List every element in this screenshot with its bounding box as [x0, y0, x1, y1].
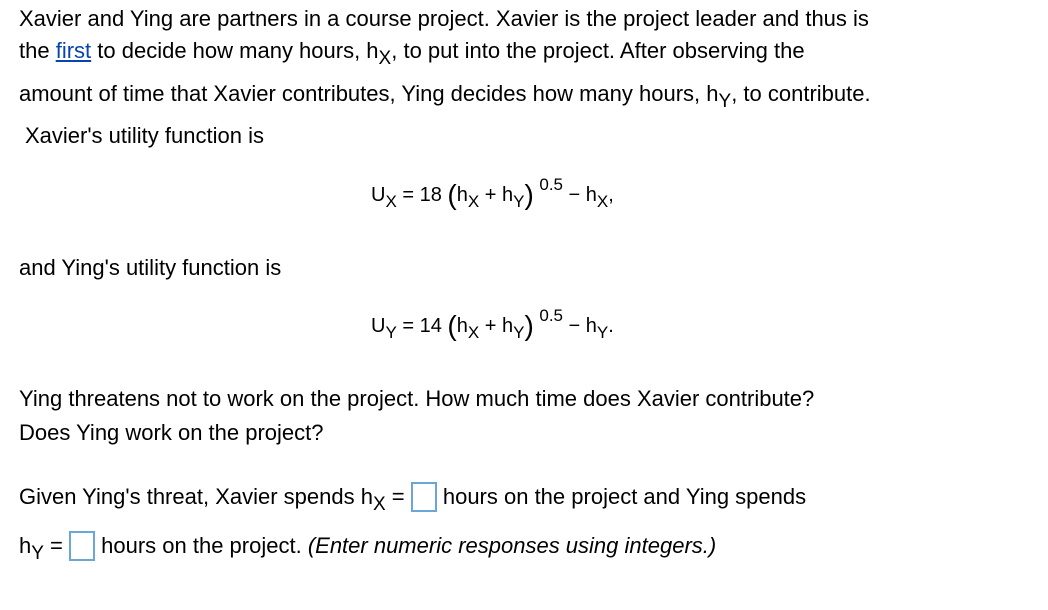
intro-line-3 — [19, 80, 871, 112]
answer-text-1a: Given Ying's threat, Xavier spends h — [19, 484, 373, 509]
eq-y-minus: − h — [563, 315, 597, 337]
eq-y-h1-sub: X — [467, 323, 480, 342]
intro-text-2c: , to put into the project. After observing the — [391, 38, 805, 63]
eq-x-lhs-sub: X — [385, 192, 397, 211]
answer-sub-y: Y — [31, 543, 44, 564]
intro-line-1 — [19, 5, 869, 33]
intro-text-3a: amount of time that Xavier contributes, Ying decides how many hours, h — [19, 81, 719, 106]
answer-sub-x: X — [372, 494, 386, 515]
ying-utility-equation — [371, 306, 614, 342]
eq-x-plus: + — [479, 184, 502, 206]
eq-y-h2-sub: Y — [513, 323, 525, 342]
eq-x-h1: h — [456, 184, 468, 206]
eq-x-close-paren: ) — [524, 179, 534, 210]
intro-text-1: Xavier and Ying are partners in a course project. Xavier is the project leader and thus is — [19, 6, 869, 31]
question-text-2: Does Ying work on the project? — [19, 420, 324, 445]
question-text-1: Ying threatens not to work on the project. How much time does Xavier contribute? — [19, 386, 815, 411]
hy-answer-input[interactable] — [69, 531, 95, 561]
hx-answer-input[interactable] — [411, 482, 437, 512]
eq-x-minus: − h — [563, 184, 597, 206]
ying-utility-text: and Ying's utility function is — [19, 255, 282, 280]
answer-line-1 — [19, 482, 807, 515]
answer-text-1b: hours on the project and Ying spends — [436, 484, 807, 509]
subscript-y: Y — [718, 91, 732, 112]
intro-text-2b: to decide how many hours, h — [91, 38, 379, 63]
eq-x-tail-sub: X — [596, 192, 609, 211]
xavier-utility-label — [25, 122, 264, 150]
eq-x-h2-sub: Y — [513, 192, 525, 211]
eq-x-punct: , — [608, 184, 614, 206]
ying-utility-label — [19, 254, 281, 282]
eq-y-h2: h — [502, 315, 514, 337]
answer-text-2b: hours on the project. — [95, 533, 308, 558]
question-line-1 — [19, 385, 814, 413]
eq-x-open-paren: ( — [447, 179, 457, 210]
answer-equals-1: = — [385, 484, 411, 509]
intro-text-3b: , to contribute. — [731, 81, 871, 106]
eq-y-punct: . — [608, 315, 614, 337]
eq-y-open-paren: ( — [447, 310, 457, 341]
eq-y-h1: h — [456, 315, 468, 337]
xavier-utility-equation — [371, 175, 614, 211]
answer-line-2 — [19, 531, 717, 564]
subscript-x: X — [378, 48, 392, 69]
eq-y-tail-sub: Y — [596, 323, 609, 342]
eq-y-equals: = 14 — [396, 315, 448, 337]
eq-x-h1-sub: X — [467, 192, 480, 211]
intro-text-2a: the — [19, 38, 56, 63]
answer-text-2a: h — [19, 533, 32, 558]
eq-y-plus: + — [479, 315, 502, 337]
eq-x-equals: = 18 — [396, 184, 448, 206]
eq-y-close-paren: ) — [524, 310, 534, 341]
xavier-utility-text: Xavier's utility function is — [25, 123, 264, 148]
eq-x-lhs: U — [371, 184, 386, 206]
intro-line-2 — [19, 37, 805, 69]
question-line-2 — [19, 419, 324, 447]
first-link[interactable]: first — [55, 38, 92, 63]
eq-x-h2: h — [502, 184, 514, 206]
eq-y-lhs-sub: Y — [385, 323, 397, 342]
answer-instruction: (Enter numeric responses using integers.) — [307, 533, 717, 558]
eq-y-lhs: U — [371, 315, 386, 337]
answer-equals-2: = — [43, 533, 70, 558]
eq-x-exponent: 0.5 — [539, 175, 563, 194]
eq-y-exponent: 0.5 — [539, 306, 563, 325]
